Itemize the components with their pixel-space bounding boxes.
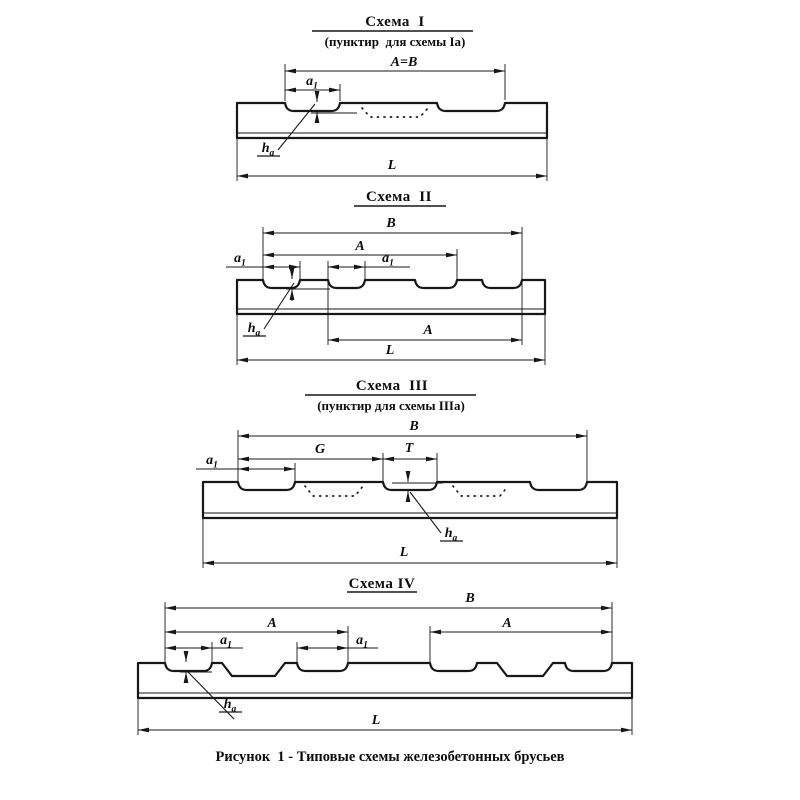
scheme4-extension-lines bbox=[138, 602, 632, 735]
scheme1-depth-arrows bbox=[311, 95, 357, 120]
scheme2-title: Схема II bbox=[366, 189, 432, 205]
scheme1-subtitle: (пунктир для схемы Iа) bbox=[324, 34, 466, 49]
scheme4-dim-label-a-left: A bbox=[267, 616, 277, 631]
scheme2-dim-label-a-top: A bbox=[355, 239, 365, 254]
scheme3-subtitle: (пунктир для схемы IIIа) bbox=[317, 398, 465, 413]
scheme3-dim-label-l: L bbox=[399, 545, 409, 560]
scheme1-title: Схема I bbox=[365, 14, 425, 30]
scheme3-dim-label-b: B bbox=[409, 419, 419, 434]
scheme3-dashed-recess-left bbox=[305, 486, 363, 496]
scheme3-dim-label-t: T bbox=[404, 441, 414, 456]
scheme3-title: Схема III bbox=[355, 378, 429, 394]
scheme1-dim-label-l: L bbox=[387, 158, 397, 173]
scheme2-dim-label-a1-mid: $a_1$ bbox=[382, 251, 394, 269]
scheme3-dim-label-g: G bbox=[314, 442, 326, 457]
scheme1-dim-label-h: $h_a$ bbox=[261, 141, 275, 159]
scheme1-dim-label-a1: $a_1$ bbox=[306, 74, 318, 92]
scheme2-leader-line bbox=[264, 283, 294, 329]
scheme-4 bbox=[138, 576, 632, 735]
scheme3-dashed-recess-right bbox=[453, 486, 508, 496]
scheme2-dim-label-b: B bbox=[386, 216, 396, 231]
scheme2-dim-label-a-bottom: A bbox=[423, 323, 433, 338]
scheme4-dim-label-b: B bbox=[465, 591, 475, 606]
scheme2-dim-label-h: $h_a$ bbox=[247, 321, 261, 339]
scheme2-dim-label-l: L bbox=[385, 343, 395, 358]
scheme4-dim-label-a1-2: $a_1$ bbox=[356, 633, 368, 651]
scheme4-depth-arrows bbox=[180, 655, 212, 680]
scheme4-dim-label-h: $h_a$ bbox=[223, 697, 237, 715]
scheme4-dim-label-a-right: A bbox=[502, 616, 512, 631]
scheme4-title: Схема IV bbox=[348, 576, 416, 592]
scheme-1 bbox=[237, 14, 547, 181]
scheme3-dim-label-h: $h_a$ bbox=[444, 526, 458, 544]
scheme4-dim-label-a1-1: $a_1$ bbox=[220, 633, 232, 651]
scheme4-dim-label-l: L bbox=[371, 713, 381, 728]
scheme-3 bbox=[196, 378, 617, 568]
figure-caption: Рисунок 1 - Типовые схемы железобетонных брусьев bbox=[215, 749, 565, 765]
scheme3-dim-label-a1: $a_1$ bbox=[206, 453, 218, 471]
scheme2-dim-label-a1-left: $a_1$ bbox=[234, 251, 246, 269]
scheme-2 bbox=[226, 189, 545, 365]
scheme1-dashed-recess bbox=[362, 108, 428, 117]
scheme1-dim-label-ab: A=B bbox=[390, 55, 418, 70]
